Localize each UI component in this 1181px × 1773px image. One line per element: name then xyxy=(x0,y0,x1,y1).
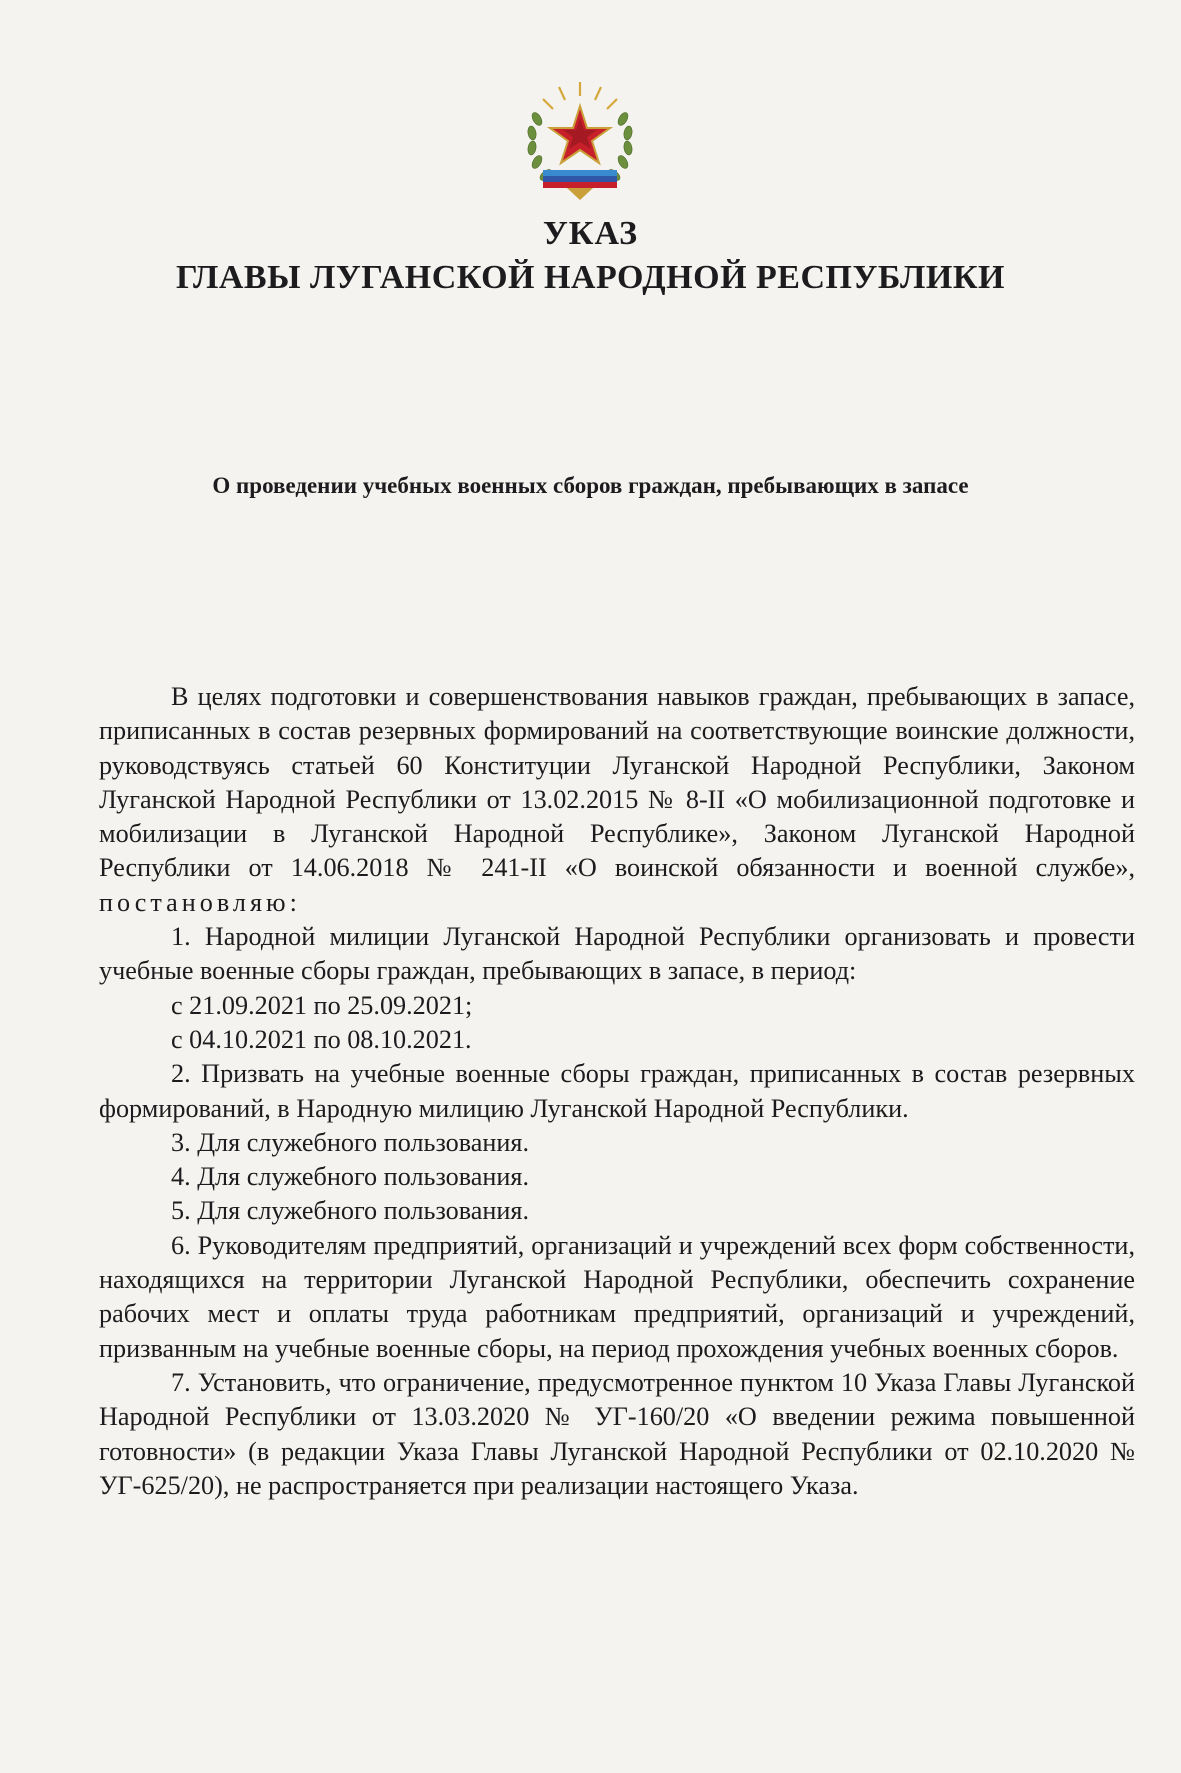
decree-word: постановляю: xyxy=(99,887,301,917)
preamble-text: В целях подготовки и совершенствования навыков граждан, пребывающих в запасе, приписанных в состав резервных формирований на соответствующие воинские должности, руководствуясь статьей 60 Конституции Луганской Народной Республики, Законом Луганской Народной Республики от 13.02.2015 № 8-II «О мобилизационной подготовке и мобилизации в Луганской Народной Республике», Законом Луганской Народной Республики от 14.06.2018 № 241-II «О воинской обязанности и военной службе», xyxy=(99,682,1135,883)
period-2: с 04.10.2021 по 08.10.2021. xyxy=(171,1024,472,1054)
item-3: 3. Для служебного пользования. xyxy=(171,1127,530,1157)
document-type-title: УКАЗ xyxy=(542,215,639,252)
item-6: 6. Руководителям предприятий, организаций и учреждений всех форм собственности, находящихся на территории Луганской Народной Республики, обеспечить сохранение рабочих мест и оплаты труда работникам предприятий, организаций и учреждений, призванным на учебные военные сборы, на период прохождения учебных военных сборов. xyxy=(99,1230,1135,1363)
decree-body xyxy=(99,680,1135,1503)
period-1: с 21.09.2021 по 25.09.2021; xyxy=(171,990,473,1020)
coat-of-arms-icon xyxy=(515,76,645,206)
decree-subject: О проведении учебных военных сборов граждан, пребывающих в запасе xyxy=(212,473,969,498)
item-7: 7. Установить, что ограничение, предусмотренное пунктом 10 Указа Главы Луганской Народной Республики от 13.03.2020 № УГ-160/20 «О введении режима повышенной готовности» (в редакции Указа Главы Луганской Народной Республики от 02.10.2020 № УГ-625/20), не распространяется при реализации настоящего Указа. xyxy=(99,1367,1135,1500)
item-4: 4. Для служебного пользования. xyxy=(171,1162,530,1192)
item-1: 1. Народной милиции Луганской Народной Республики организовать и провести учебные военные сборы граждан, пребывающих в запасе, в период: xyxy=(99,922,1135,986)
item-2: 2. Призвать на учебные военные сборы граждан, приписанных в состав резервных формирований, в Народную милицию Луганской Народной Республики. xyxy=(99,1059,1135,1123)
item-5: 5. Для служебного пользования. xyxy=(171,1196,530,1226)
preamble-paragraph xyxy=(99,680,1135,920)
issuing-authority-title: ГЛАВЫ ЛУГАНСКОЙ НАРОДНОЙ РЕСПУБЛИКИ xyxy=(176,259,1005,296)
